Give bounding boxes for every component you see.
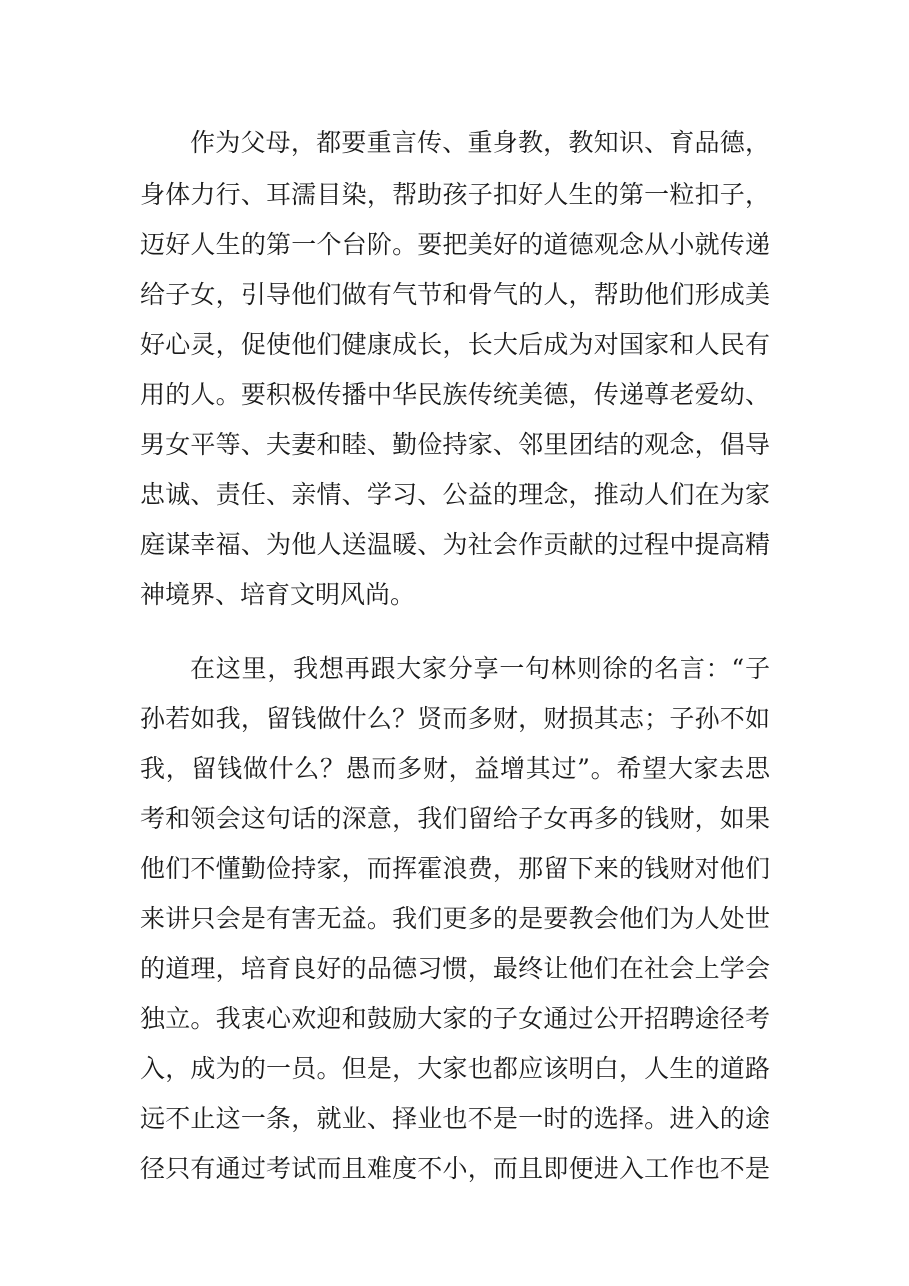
text-line: 在这里，我想再跟大家分享一句林则徐的名言：“子 — [190, 654, 770, 683]
text-line: 的道理，培育良好的品德习惯，最终让他们在社会上学会 — [140, 954, 770, 983]
text-line: 用的人。要积极传播中华民族传统美德，传递尊老爱幼、 — [140, 380, 770, 409]
text-line: 忠诚、责任、亲情、学习、公益的理念，推动人们在为家 — [140, 480, 770, 509]
text-line: 庭谋幸福、为他人送温暖、为社会作贡献的过程中提高精 — [140, 530, 770, 559]
text-line: 神境界、培育文明风尚。 — [140, 580, 416, 609]
text-line: 好心灵，促使他们健康成长，长大后成为对国家和人民有 — [140, 330, 770, 359]
text-line: 作为父母，都要重言传、重身教，教知识、育品德， — [190, 128, 770, 157]
text-line: 迈好人生的第一个台阶。要把美好的道德观念从小就传递 — [140, 230, 770, 259]
text-line: 入，成为的一员。但是，大家也都应该明白，人生的道路 — [140, 1054, 770, 1083]
text-line: 身体力行、耳濡目染，帮助孩子扣好人生的第一粒扣子， — [140, 180, 770, 209]
text-line: 男女平等、夫妻和睦、勤俭持家、邻里团结的观念，倡导 — [140, 430, 770, 459]
text-line: 孙若如我，留钱做什么？贤而多财，财损其志；子孙不如 — [140, 704, 770, 733]
text-line: 他们不懂勤俭持家，而挥霍浪费，那留下来的钱财对他们 — [140, 854, 770, 883]
text-line: 远不止这一条，就业、择业也不是一时的选择。进入的途 — [140, 1104, 770, 1133]
text-line: 考和领会这句话的深意，我们留给子女再多的钱财，如果 — [140, 804, 770, 833]
text-line: 给子女，引导他们做有气节和骨气的人，帮助他们形成美 — [140, 280, 770, 309]
text-line: 径只有通过考试而且难度不小，而且即便进入工作也不是 — [140, 1154, 770, 1183]
text-line: 我，留钱做什么？愚而多财，益增其过”。希望大家去思 — [140, 754, 770, 783]
text-line: 来讲只会是有害无益。我们更多的是要教会他们为人处世 — [140, 904, 770, 933]
text-line: 独立。我衷心欢迎和鼓励大家的子女通过公开招聘途径考 — [140, 1004, 770, 1033]
